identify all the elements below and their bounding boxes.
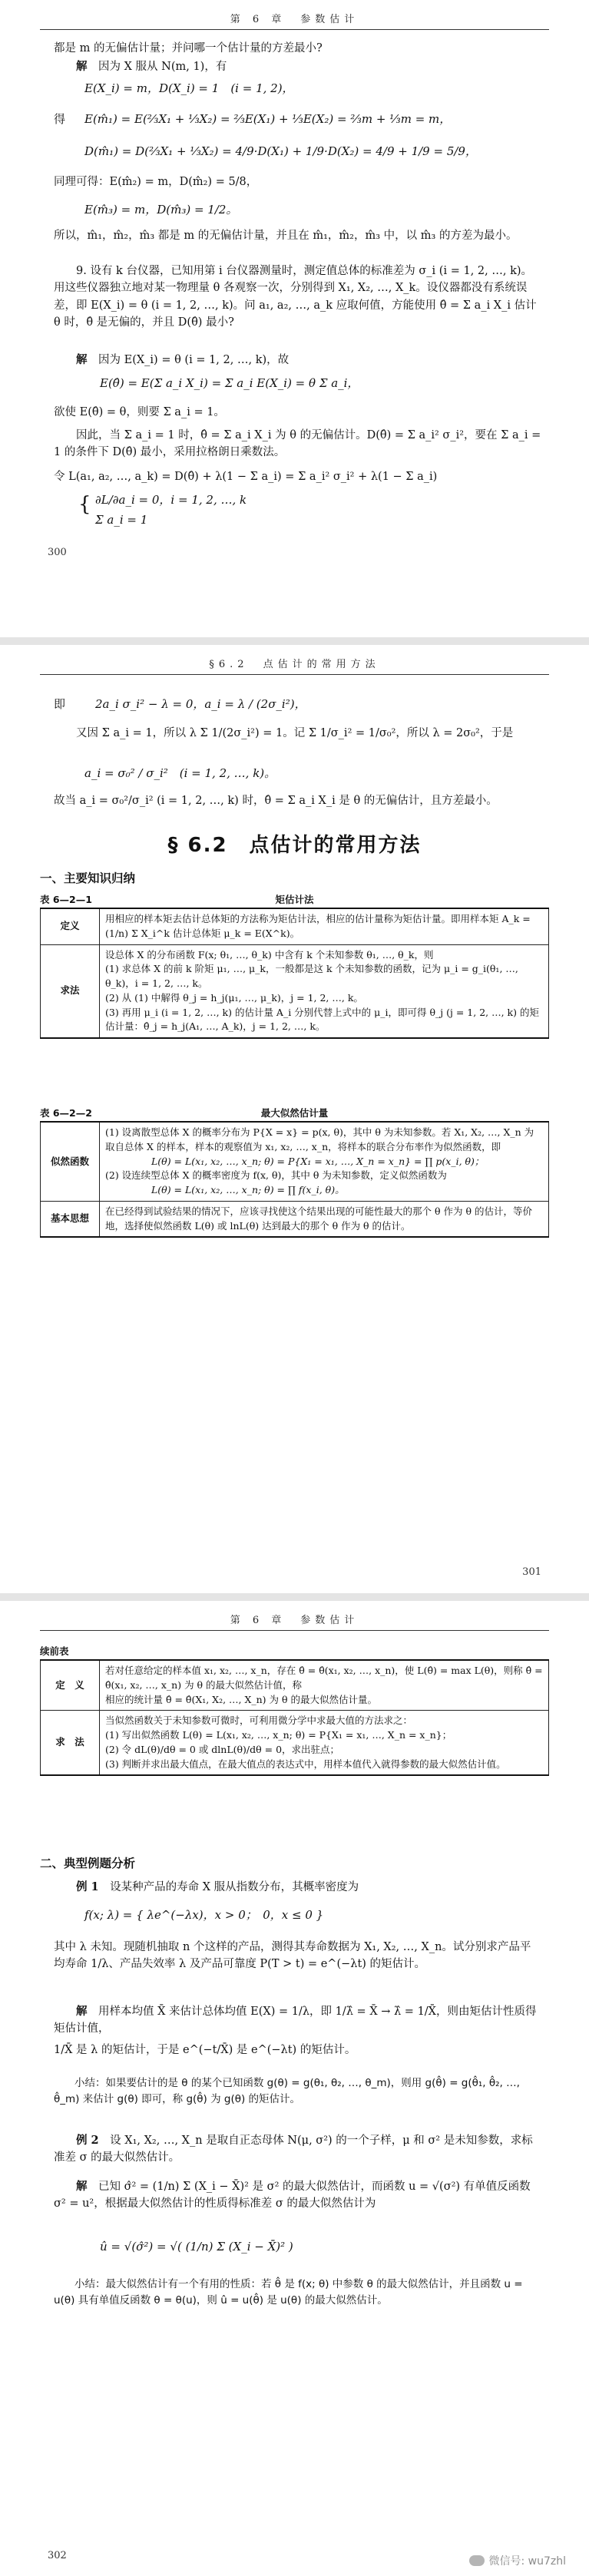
page-number: 300 <box>48 547 67 558</box>
header-rule <box>40 674 549 675</box>
page-301 <box>0 645 589 1601</box>
cell-line: 若对任意给定的样本值 x₁, x₂, …, x_n，存在 θ̂ = θ̂(x₁, x₂, …, x_n)，使 L(θ̂) = max L(θ)，则称 θ̂ = θ̂(x₁, x₂, …, x_n) 为 θ 的最大似然估计值，称 <box>105 1665 543 1691</box>
problem-9: 9. 设有 k 台仪器，已知用第 i 台仪器测量时，测定值总体的标准差为 σ_i (i = 1, 2, …, k)。用这些仪器独立地对某一物理量 θ 各观察一次，分别得到 X₁, X₂, …, X_k。设仪器都没有系统误差，即 E(X_i) = θ (i = 1, 2, …, k)。问 a₁, a₂, …, a_k 应取何值，方能使用 θ̂ = Σ a_i X_i 估计 θ 时，θ̂ 是无偏的，并且 D(θ̂) 最小? <box>54 265 537 329</box>
table-caption <box>40 1106 549 1119</box>
formula: f(x; λ) = { λe^(−λx)，x > 0； 0，x ≤ 0 } <box>84 1908 324 1922</box>
section-title: § 6.2 点估计的常用方法 <box>167 834 422 857</box>
table-cell <box>100 1122 549 1201</box>
text-paragraph: 故当 a_i = σ₀²/σ_i² (i = 1, 2, …, k) 时，θ̂ = Σ a_i X_i 是 θ 的无偏估计，且方差最小。 <box>54 795 498 807</box>
subsection-heading: 一、主要知识归纳 <box>40 871 136 885</box>
example-2 <box>54 2132 541 2167</box>
table-row <box>41 1201 549 1237</box>
solution-label: 解 <box>76 2005 88 2018</box>
formula: a_i = σ₀² / σ_i² (i = 1, 2, …, k)。 <box>84 766 276 780</box>
brace: { <box>78 493 91 516</box>
cell-line: (3) 再用 μ_i (i = 1, 2, …, k) 的估计量 A_i 分别代替上式中的 μ_i，即可得 θ_j (j = 1, 2, …, k) 的矩估计量：θ̂_j = h_j(A₁, …, A_k)，j = 1, 2, …, k。 <box>105 1006 539 1033</box>
running-head: 第 6 章 参数估计 <box>230 1615 359 1626</box>
table-cell <box>100 1711 549 1776</box>
watermark-text: 微信号: wu7zhl <box>488 2555 566 2568</box>
table-caption <box>40 892 549 906</box>
table-max-likelihood <box>40 1121 549 1238</box>
formula: E(θ̂) = E(Σ a_i X_i) = Σ a_i E(X_i) = θ Σ a_i， <box>100 376 359 390</box>
table-row <box>41 908 549 944</box>
text: 用样本均值 X̄ 来估计总体均值 E(X) = 1/λ，即 1/λ̂ = X̄ → λ̂ = 1/X̄，则由矩估计性质得矩估计值， <box>54 2006 537 2035</box>
table-name: 最大似然估计量 <box>260 1107 329 1119</box>
text-line: 令 L(a₁, a₂, …, a_k) = D(θ̂) + λ(1 − Σ a_i) = Σ a_i² σ_i² + λ(1 − Σ a_i) <box>54 471 438 483</box>
solution-2 <box>54 2178 541 2213</box>
page-300 <box>0 0 589 645</box>
page-number: 302 <box>48 2550 67 2561</box>
text-paragraph: 其中 λ 未知。现随机抽取 n 个这样的产品，测得其寿命数据为 X₁, X₂, …, X_n。试分别求产品平均寿命 1/λ、产品失效率 λ 及产品可靠度 P(T > t) = e^(−λt) 的矩估计。 <box>54 1941 531 1971</box>
table-cell: 用相应的样本矩去估计总体矩的方法称为矩估计法，相应的估计量称为矩估计量。即用样本矩 A_k = (1/n) Σ X_i^k 估计总体矩 μ_k = E(X^k)。 <box>100 908 549 944</box>
page-separator <box>0 637 589 645</box>
table-row-header: 定 义 <box>41 1660 100 1711</box>
page-separator <box>0 1593 589 1601</box>
example-label: 例 1 <box>76 1880 99 1893</box>
watermark <box>469 2553 566 2568</box>
text: 设 X₁, X₂, …, X_n 是取自正态母体 N(μ, σ²) 的一个子样，μ 和 σ² 是未知参数，求标准差 σ 的最大似然估计。 <box>54 2135 533 2164</box>
table-row-header: 基本思想 <box>41 1201 100 1237</box>
solution-label: 解 <box>76 60 88 73</box>
cell-line: (1) 设离散型总体 X 的概率分布为 P{X = x} = p(x, θ)，其中 θ 为未知参数。若 X₁, X₂, …, X_n 为取自总体 X 的样本，样本的观察值为 x₁, x₂, …, x_n，将样本的联合分布率作为似然函数，即 <box>105 1126 534 1152</box>
solution-label: 解 <box>76 353 88 366</box>
table-row <box>41 944 549 1038</box>
formula: Σ a_i = 1 <box>95 513 148 527</box>
example-label: 例 2 <box>76 2134 99 2147</box>
cell-line: 相应的统计量 θ̂ = θ̂(X₁, X₂, …, X_n) 为 θ 的最大似然估计量。 <box>105 1693 378 1705</box>
cell-line: (2) 设连续型总体 X 的概率密度为 f(x, θ)，其中 θ 为未知参数，定义似然函数为 <box>105 1169 447 1182</box>
text: 设某种产品的寿命 X 服从指数分布，其概率密度为 <box>110 1881 359 1893</box>
table-row <box>41 1660 549 1711</box>
wechat-icon <box>469 2555 485 2566</box>
table-row <box>41 1711 549 1776</box>
table-row-header: 定义 <box>41 908 100 944</box>
summary-1: 小结：如果要估计的是 θ 的某个已知函数 g(θ) = g(θ₁, θ₂, …, θ_m)，则用 g(θ̂) = g(θ̂₁, θ̂₂, …, θ̂_m) 来估计 g(θ) 即可，称 g(θ̂) 为 g(θ) 的矩估计。 <box>54 2077 520 2105</box>
cell-line: (3) 判断并求出最大值点，在最大值点的表达式中，用样本值代入就得参数的最大似然估计值。 <box>105 1758 506 1770</box>
cell-line: 设总体 X 的分布函数 F(x; θ₁, …, θ_k) 中含有 k 个未知参数 θ₁, …, θ_k，则 <box>105 948 434 961</box>
text-line: 都是 m 的无偏估计量；并问哪一个估计量的方差最小? <box>54 42 323 55</box>
cell-line: (2) 令 dL(θ)/dθ = 0 或 dlnL(θ)/dθ = 0，求出驻点； <box>105 1743 340 1755</box>
header-rule <box>40 29 549 30</box>
text-paragraph: 所以，m̂₁，m̂₂，m̂₃ 都是 m 的无偏估计量，并且在 m̂₁，m̂₂，m̂₃ 中，以 m̂₃ 的方差为最小。 <box>54 230 518 242</box>
header-rule <box>40 1630 549 1631</box>
page-number: 301 <box>522 1566 541 1578</box>
table-max-likelihood-continued <box>40 1659 549 1776</box>
solution-1 <box>54 2003 541 2038</box>
formula: û = √(σ̂²) = √( (1/n) Σ (X_i − X̄)² ) <box>100 2240 293 2254</box>
cell-line: (1) 求总体 X 的前 k 阶矩 μ₁, …, μ_k，一般都是这 k 个未知参数的函数，记为 μ_i = g_i(θ₁, …, θ_k)，i = 1, 2, …, k。 <box>105 963 518 989</box>
summary-2: 小结：最大似然估计有一个有用的性质：若 θ̂ 是 f(x; θ) 中参数 θ 的最大似然估计，并且函数 u = u(θ) 具有单值反函数 θ = θ(u)，则 û = u(θ̂) 是 u(θ) 的最大似然估计。 <box>54 2278 523 2306</box>
formula: 2a_i σ_i² − λ = 0，a_i = λ / (2σ_i²)， <box>95 697 306 711</box>
label-de: 得 <box>54 112 66 126</box>
formula: E(m̂₁) = E(⅔X₁ + ⅓X₂) = ⅔E(X₁) + ⅓E(X₂) = ⅔m + ⅓m = m， <box>84 112 452 126</box>
page-302 <box>0 1601 589 2576</box>
label-ji: 即 <box>54 697 66 711</box>
text: 已知 σ̂² = (1/n) Σ (X_i − X̄)² 是 σ² 的最大似然估计，而函数 u = √(σ²) 有单值反函数 σ² = u²，根据最大似然估计的性质得标准差 σ 的最大似然估计为 <box>54 2181 531 2211</box>
solution-line <box>54 352 541 369</box>
table-row-header: 似然函数 <box>41 1122 100 1201</box>
text-line: 同理可得：E(m̂₂) = m，D(m̂₂) = 5/8， <box>54 176 258 188</box>
formula: E(m̂₃) = m，D(m̂₃) = 1/2。 <box>84 203 238 217</box>
subsection-heading: 二、典型例题分析 <box>40 1857 136 1870</box>
cell-line: (1) 写出似然函数 L(θ) = L(x₁, x₂, …, x_n; θ) = P{X₁ = x₁, …, X_n = x_n}； <box>105 1729 452 1741</box>
text-line: 欲使 E(θ̂) = θ，则要 Σ a_i = 1。 <box>54 406 225 418</box>
table-number: 表 6—2—1 <box>40 894 92 905</box>
text: 因为 X 服从 N(m, 1)，有 <box>98 61 227 73</box>
table-number: 表 6—2—2 <box>40 1107 92 1119</box>
text-paragraph: 又因 Σ a_i = 1，所以 λ Σ 1/(2σ_i²) = 1。记 Σ 1/σ_i² = 1/σ₀²，所以 λ = 2σ₀²，于是 <box>76 727 514 739</box>
running-head: 第 6 章 参数估计 <box>230 14 359 25</box>
running-head: §6.2 点估计的常用方法 <box>209 659 380 670</box>
table-row <box>41 1122 549 1201</box>
cell-formula: L(θ) = L(x₁, x₂, …, x_n; θ) = ∏ f(x_i, θ)。 <box>151 1184 345 1195</box>
formula: E(X_i) = m，D(X_i) = 1 (i = 1, 2)， <box>84 81 294 95</box>
table-continued: 续前表 <box>40 1645 69 1657</box>
table-row-header: 求法 <box>41 944 100 1038</box>
example-1 <box>54 1879 541 1896</box>
solution-label: 解 <box>76 2180 88 2193</box>
text-line: 1/X̄ 是 λ 的矩估计，于是 e^(−t/X̄) 是 e^(−λt) 的矩估计。 <box>54 2044 356 2056</box>
cell-line: (2) 从 (1) 中解得 θ_j = h_j(μ₁, …, μ_k)，j = 1, 2, …, k。 <box>105 991 363 1004</box>
formula: ∂L/∂a_i = 0，i = 1, 2, …, k <box>95 493 247 507</box>
cell-formula: L(θ) = L(x₁, x₂, …, x_n; θ) = P{X₁ = x₁, …, X_n = x_n} = ∏ p(x_i, θ)； <box>151 1155 485 1167</box>
table-cell <box>100 1660 549 1711</box>
table-cell <box>100 944 549 1038</box>
table-cell: 在已经得到试验结果的情况下，应该寻找使这个结果出现的可能性最大的那个 θ 作为 θ 的估计，等价地，选择使似然函数 L(θ) 或 lnL(θ) 达到最大的那个 θ 作为 θ 的估计。 <box>100 1201 549 1237</box>
table-row-header: 求 法 <box>41 1711 100 1776</box>
cell-line: 当似然函数关于未知参数可微时，可利用微分学中求最大值的方法求之： <box>105 1715 413 1727</box>
formula: D(m̂₁) = D(⅔X₁ + ⅓X₂) = 4/9·D(X₁) + 1/9·D(X₂) = 4/9 + 1/9 = 5/9， <box>84 144 477 158</box>
solution-line <box>54 58 541 75</box>
text-paragraph: 因此，当 Σ a_i = 1 时，θ̂ = Σ a_i X_i 为 θ 的无偏估计。D(θ̂) = Σ a_i² σ_i²，要在 Σ a_i = 1 的条件下 D(θ̂) 最小，采用拉格朗日乘数法。 <box>54 429 541 459</box>
table-moment-estimation <box>40 908 549 1039</box>
table-name: 矩估计法 <box>275 894 314 905</box>
text: 因为 E(X_i) = θ (i = 1, 2, …, k)，故 <box>98 354 290 366</box>
